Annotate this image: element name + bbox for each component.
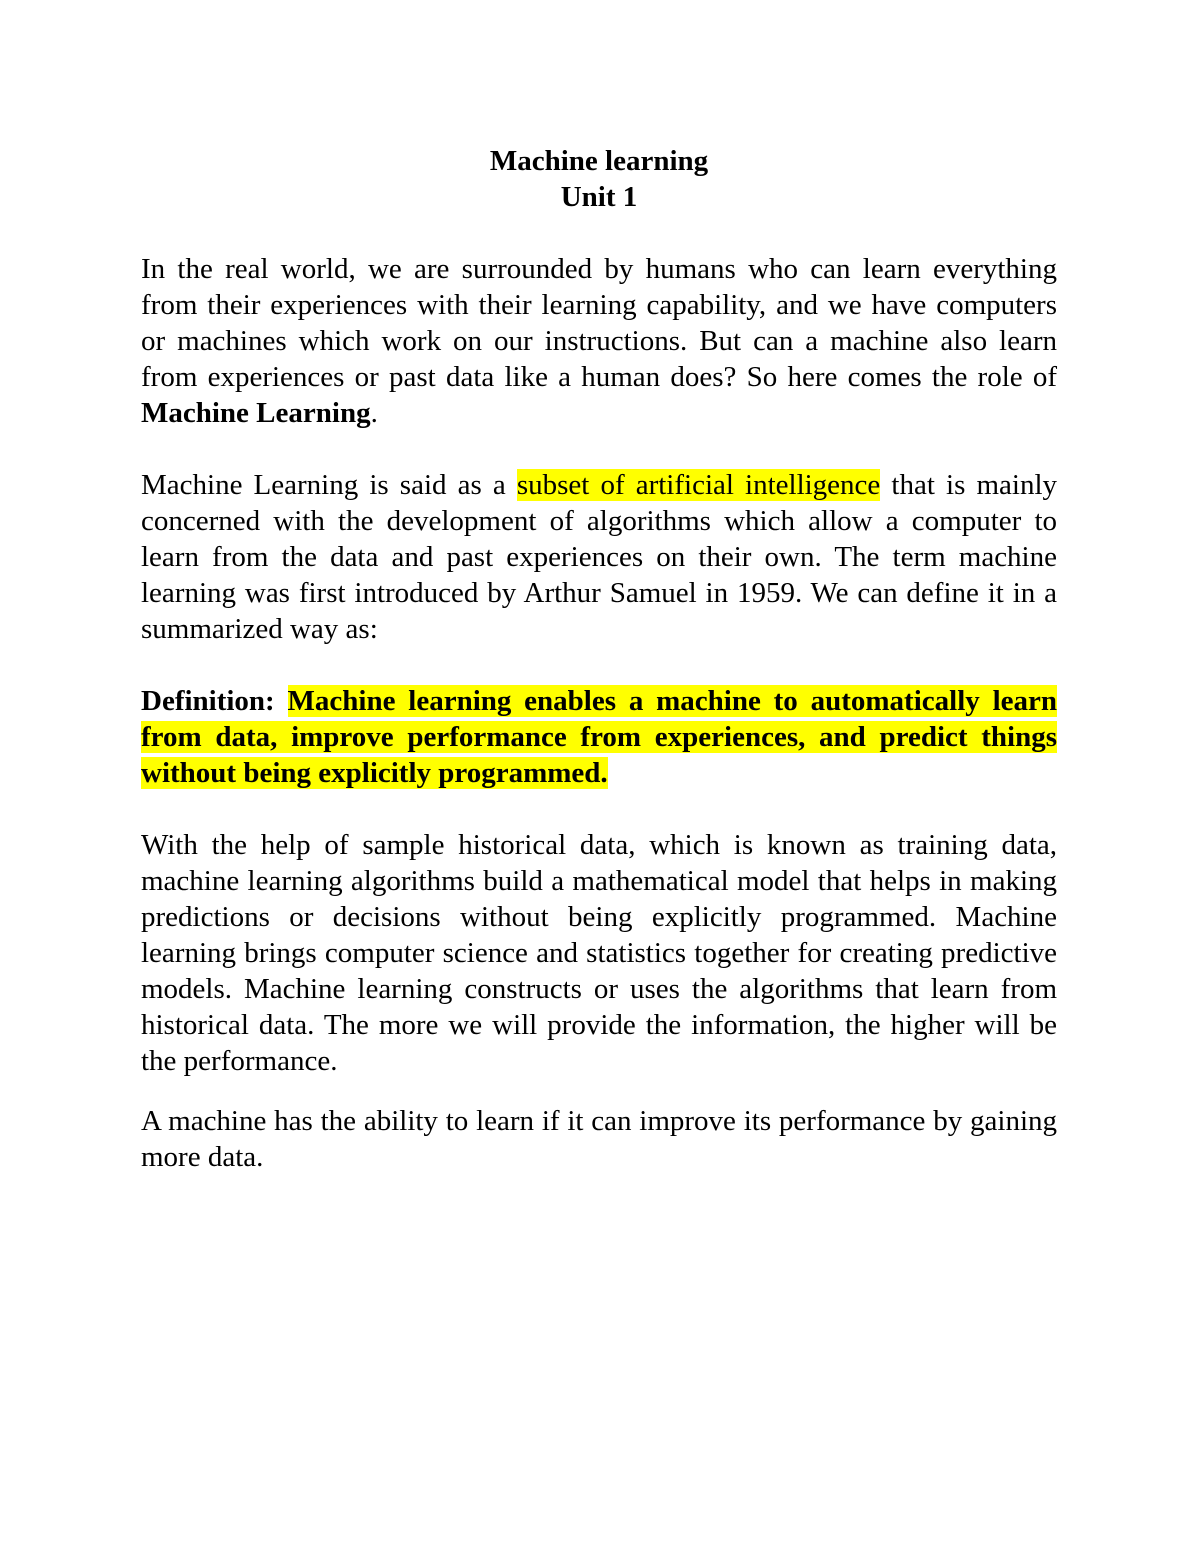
unit-subtitle: Unit 1	[560, 181, 638, 213]
training-data-paragraph: With the help of sample historical data, which is known as training data, machine learning algorithms build a mathematical model that helps in making predictions or decisions without being explicitly programmed. Machine learning brings computer science and statistics together for creating predictive models. Machine learning constructs or uses the algorithms that learn from historical data. The more we will provide the information, the higher will be the performance.	[141, 829, 1057, 1077]
intro-end: .	[370, 397, 378, 429]
intro-paragraph	[141, 251, 1057, 431]
document-title: Machine learning	[489, 145, 709, 177]
subset-paragraph	[141, 467, 1057, 647]
definition-highlight: Machine learning enables a machine to automatically learn from data, improve performance from experiences, and predict things without being explicitly programmed.	[141, 685, 1057, 789]
subset-before: Machine Learning is said as a	[141, 469, 517, 501]
definition-label: Definition:	[141, 685, 275, 717]
definition-space	[275, 685, 288, 717]
intro-bold-term: Machine Learning	[141, 397, 371, 429]
subset-highlight: subset of artificial intelligence	[516, 469, 881, 501]
title-block	[141, 143, 1057, 215]
document-body	[141, 143, 1057, 1175]
intro-text: In the real world, we are surrounded by humans who can learn everything from their experiences with their learning capability, and we have computers or machines which work on our instructions. But can a machine also learn from experiences or past data like a human does? So here comes the role of	[141, 253, 1057, 393]
closing-paragraph: A machine has the ability to learn if it can improve its performance by gaining more data.	[141, 1105, 1057, 1173]
subset-after: that is mainly concerned with the development of algorithms which allow a computer to learn from the data and past experiences on their own. The term machine learning was first introduced by Arthur Samuel in 1959. We can define it in a summarized way as:	[141, 469, 1057, 645]
definition-paragraph	[141, 683, 1057, 791]
